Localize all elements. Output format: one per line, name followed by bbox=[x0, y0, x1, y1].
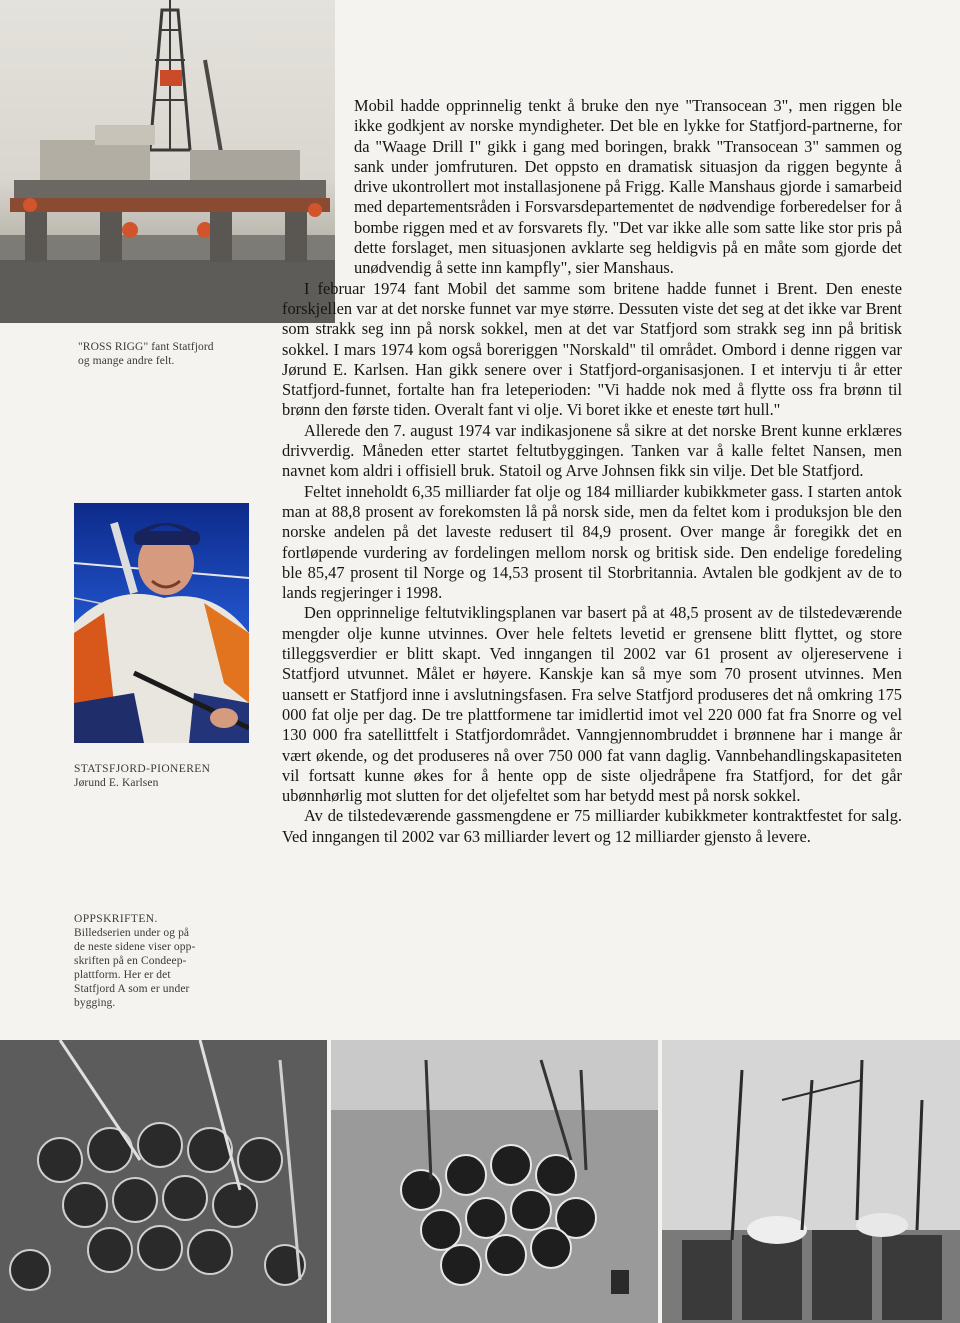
oppskrift-caption-title: OPPSKRIFTEN. bbox=[74, 913, 158, 925]
rig-caption-line1: "ROSS RIGG" fant Statfjord bbox=[78, 341, 214, 353]
article-paragraph: Den opprinnelige feltutviklingsplanen var basert på at 48,5 prosent av de tilstedeværende mengder olje kunne utvinnes. Over hele feltets levetid er grensene blitt flyttet, og store tilleggsverdier er blitt skapt. Ved inngangen til 2002 var 61 prosent av oljereservene i Statfjord utvunnet. Målet er høyere. Kanskje kan så mye som 70 prosent utvinnes. Men uansett er Statfjord inne i avslutningsfasen. Fra selve Statfjord produseres det nå omkring 175 000 fat olje per dag. De tre plattformene tar imidlertid imot vel 220 000 fat fra Snorre og vel 130 000 fra satellittfelt i Statfjordområdet. Vanngjennombruddet i brønnene har i mange år vært økende, og det produseres nå over 750 000 fat vann daglig. Vannbehandlingskapasiteten vil fortsatt kunne økes for å hente opp de siste oljedråpene fra Statfjord, for det går ubønnhørlig mot slutten for det oljefeltet som har betydd mest på norsk sokkel. bbox=[282, 603, 902, 806]
oppskrift-caption-line: skriften på en Condeep- bbox=[74, 955, 187, 967]
oppskrift-caption-line: bygging. bbox=[74, 997, 116, 1009]
construction-illustration-1 bbox=[0, 1040, 327, 1323]
oppskrift-caption bbox=[74, 912, 234, 1010]
article-body bbox=[282, 96, 902, 847]
article-paragraph: I februar 1974 fant Mobil det samme som britene hadde funnet i Brent. Den eneste forskjellen var at det norske funnet var mye større. Dessuten viste det seg at det ikke var Brent som strakk seg inn på norsk sokkel, men at det var Statfjord som strakk seg inn på britisk sokkel. I mars 1974 kom også boreriggen "Norskald" til området. Ombord i denne riggen var Jørund E. Karlsen. Han gikk senere over i Statfjord-organisasjonen. I et intervju ti år etter Statfjord-funnet, fortalte han fra leteperioden: "Vi hadde nok med å flytte oss fra brønn til brønn den første tiden. Overalt fant vi olje. Vi boret ikke et eneste tørt hull." bbox=[282, 278, 902, 420]
article-paragraph: Mobil hadde opprinnelig tenkt å bruke den nye "Transocean 3", men riggen ble ikke godkjent av norske myndigheter. Det ble en lykke for Statfjord-partnerne, for da "Waage Drill I" gikk i gang med boringen, brakk "Transocean 3" sammen og sank under jomfruturen. Det oppsto en dramatisk situasjon da riggen begynte å drive ukontrollert mot installasjonene på Frigg. Kalle Manshaus gjorde i samarbeid med departementsråden i Forsvarsdepartementet de nødvendige forberedelser for å bombe riggen med et av forsvarets fly. "Det var ikke alle som satte like stor pris på dette forslaget, men situasjonen avklarte seg heldigvis på en måte som gjorde det unødvendig å sette inn kampfly", sier Manshaus. bbox=[354, 96, 902, 278]
pioneer-caption-name: Jørund E. Karlsen bbox=[74, 777, 159, 789]
construction-illustration-2 bbox=[331, 1040, 658, 1323]
rig-caption bbox=[78, 340, 278, 368]
condeep-construction-photo-2 bbox=[331, 1040, 658, 1323]
condeep-construction-photo-1 bbox=[0, 1040, 327, 1323]
oppskrift-caption-line: de neste sidene viser opp- bbox=[74, 941, 196, 953]
oppskrift-caption-line: plattform. Her er det bbox=[74, 969, 171, 981]
condeep-construction-photo-3 bbox=[662, 1040, 960, 1323]
portrait-illustration bbox=[74, 503, 249, 743]
pioneer-caption bbox=[74, 762, 274, 790]
article-paragraph: Av de tilstedeværende gassmengdene er 75 milliarder kubikkmeter kontraktfestet for salg. Ved inngangen til 2002 var 63 milliarder levert og 12 milliarder gjensto å levere. bbox=[282, 806, 902, 846]
pioneer-caption-title: STATSFJORD-PIONEREN bbox=[74, 763, 211, 775]
article-paragraph: Feltet inneholdt 6,35 milliarder fat olje og 184 milliarder kubikkmeter gass. I starten antok man at 88,8 prosent av forekomsten lå på norsk side, men da feltet kom i produksjon ble den norske andelen på det laveste redusert til 84,9 prosent. Over mange år foregikk det en fortløpende vurdering av fordelingen mellom norsk og britisk side. Den endelige foredeling ble 85,47 prosent til Norge og 14,53 prosent til Storbritannia. Avtalen ble godkjent av de to lands regjeringer i 1998. bbox=[282, 481, 902, 603]
oppskrift-caption-line: Billedserien under og på bbox=[74, 927, 190, 939]
construction-illustration-3 bbox=[662, 1040, 960, 1323]
oppskrift-caption-line: Statfjord A som er under bbox=[74, 983, 190, 995]
article-paragraph: Allerede den 7. august 1974 var indikasjonene så sikre at det norske Brent kunne erklæres drivverdig. Måneden etter startet feltutbyggingen. Tanken var å kalle feltet Nansen, men navnet kom aldri i offisiell bruk. Statoil og Arve Johnsen fikk sin vilje. Det ble Statfjord. bbox=[282, 420, 902, 481]
rig-caption-line2: og mange andre felt. bbox=[78, 355, 175, 367]
pioneer-portrait-photo bbox=[74, 503, 249, 743]
